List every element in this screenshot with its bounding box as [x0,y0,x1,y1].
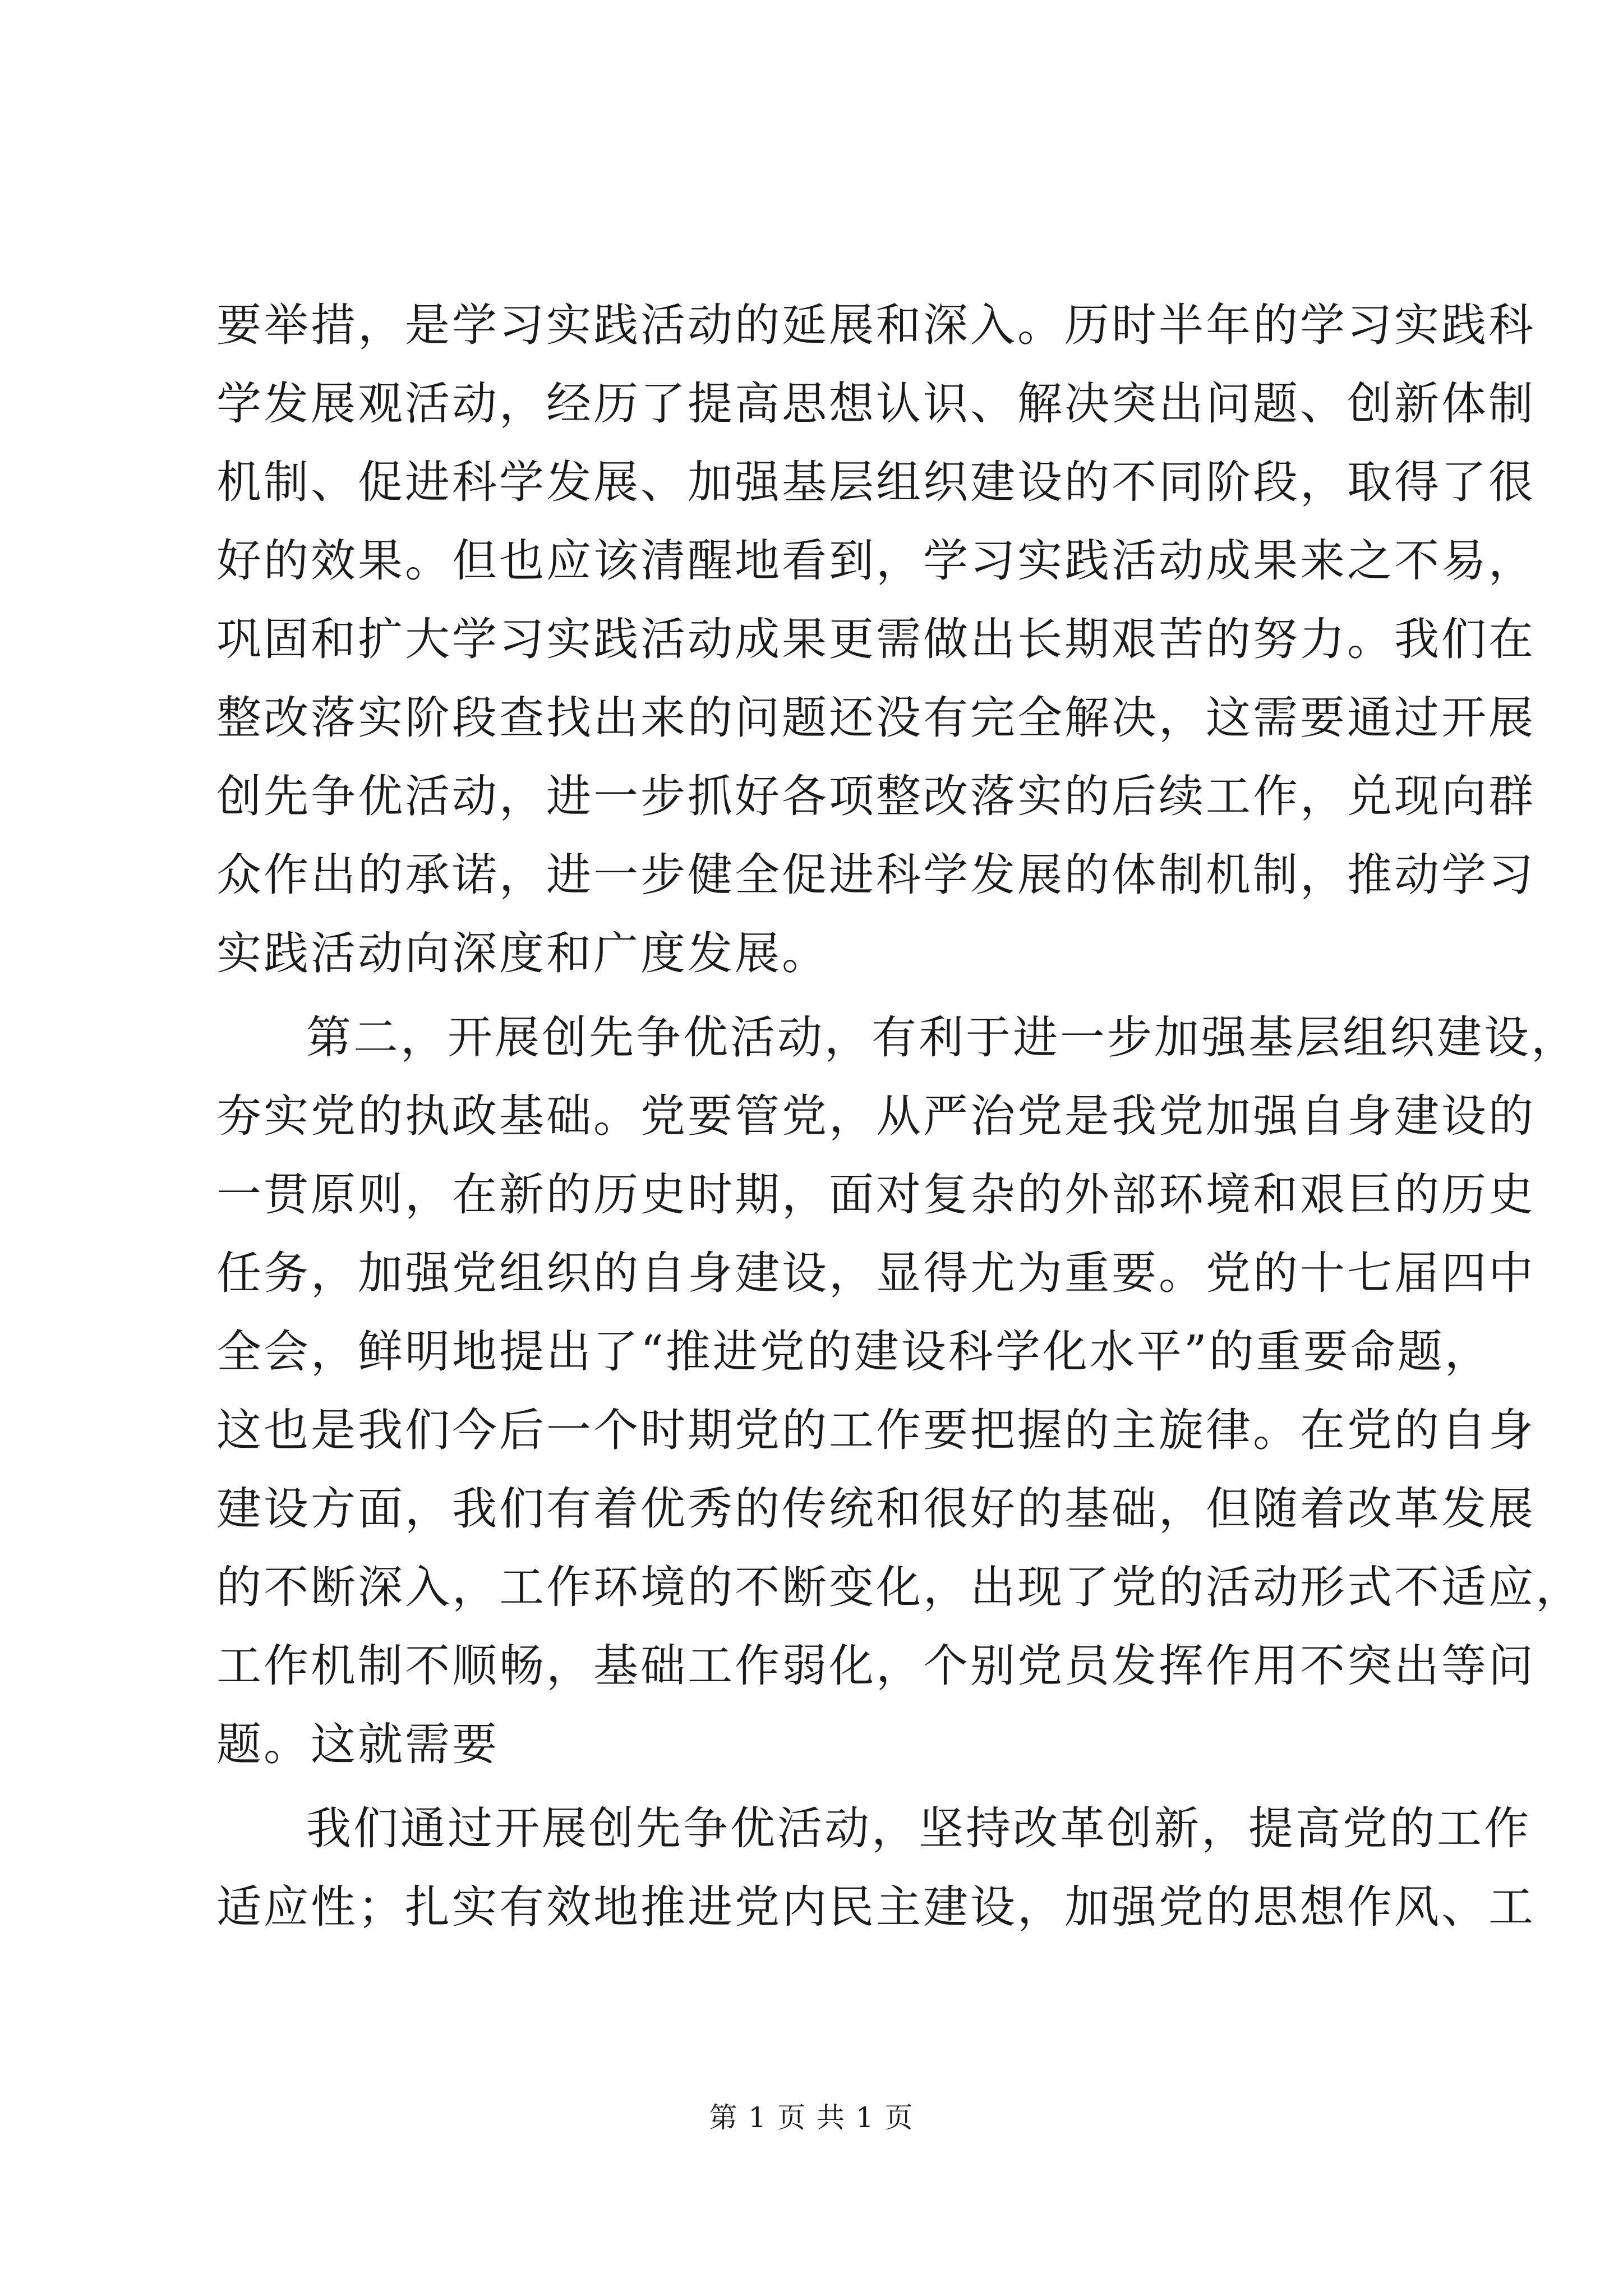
text-line-1: 要举措，是学习实践活动的延展和深入。历时半年的学习实践科 [216,299,1536,351]
text-line-4: 好的效果。但也应该清醒地看到，学习实践活动成果来之不易， [216,535,1536,587]
text-line-14: 全会，鲜明地提出了“推进党的建设科学化水平”的重要命题， [216,1326,1492,1378]
text-line-17: 的不断深入，工作环境的不断变化，出现了党的活动形式不适应， [216,1561,1583,1613]
text-line-16: 建设方面，我们有着优秀的传统和很好的基础，但随着改革发展 [216,1483,1536,1535]
text-line-3: 机制、促进科学发展、加强基层组织建设的不同阶段，取得了很 [216,456,1536,508]
text-line-19: 题。这就需要 [216,1718,499,1770]
text-line-5: 巩固和扩大学习实践活动成果更需做出长期艰苦的努力。我们在 [216,613,1536,665]
text-line-10: 第二，开展创先争优活动，有利于进一步加强基层组织建设， [306,1011,1578,1064]
text-line-21: 适应性；扎实有效地推进党内民主建设，加强党的思想作风、工 [216,1881,1536,1933]
text-line-18: 工作机制不顺畅，基础工作弱化，个别党员发挥作用不突出等问 [216,1640,1536,1692]
page-number-footer: 第 1 页 共 1 页 [709,2101,914,2134]
text-line-6: 整改落实阶段查找出来的问题还没有完全解决，这需要通过开展 [216,692,1536,744]
text-line-13: 任务，加强党组织的自身建设，显得尤为重要。党的十七届四中 [216,1247,1536,1299]
text-line-2: 学发展观活动，经历了提高思想认识、解决突出问题、创新体制 [216,378,1536,430]
text-line-11: 夯实党的执政基础。党要管党，从严治党是我党加强自身建设的 [216,1090,1536,1142]
text-line-15: 这也是我们今后一个时期党的工作要把握的主旋律。在党的自身 [216,1404,1536,1456]
text-line-9: 实践活动向深度和广度发展。 [216,927,829,979]
text-line-20: 我们通过开展创先争优活动，坚持改革创新，提高党的工作 [306,1802,1531,1855]
text-line-8: 众作出的承诺，进一步健全促进科学发展的体制机制，推动学习 [216,849,1536,901]
text-line-7: 创先争优活动，进一步抓好各项整改落实的后续工作，兑现向群 [216,770,1536,822]
text-line-12: 一贯原则，在新的历史时期，面对复杂的外部环境和艰巨的历史 [216,1168,1536,1221]
